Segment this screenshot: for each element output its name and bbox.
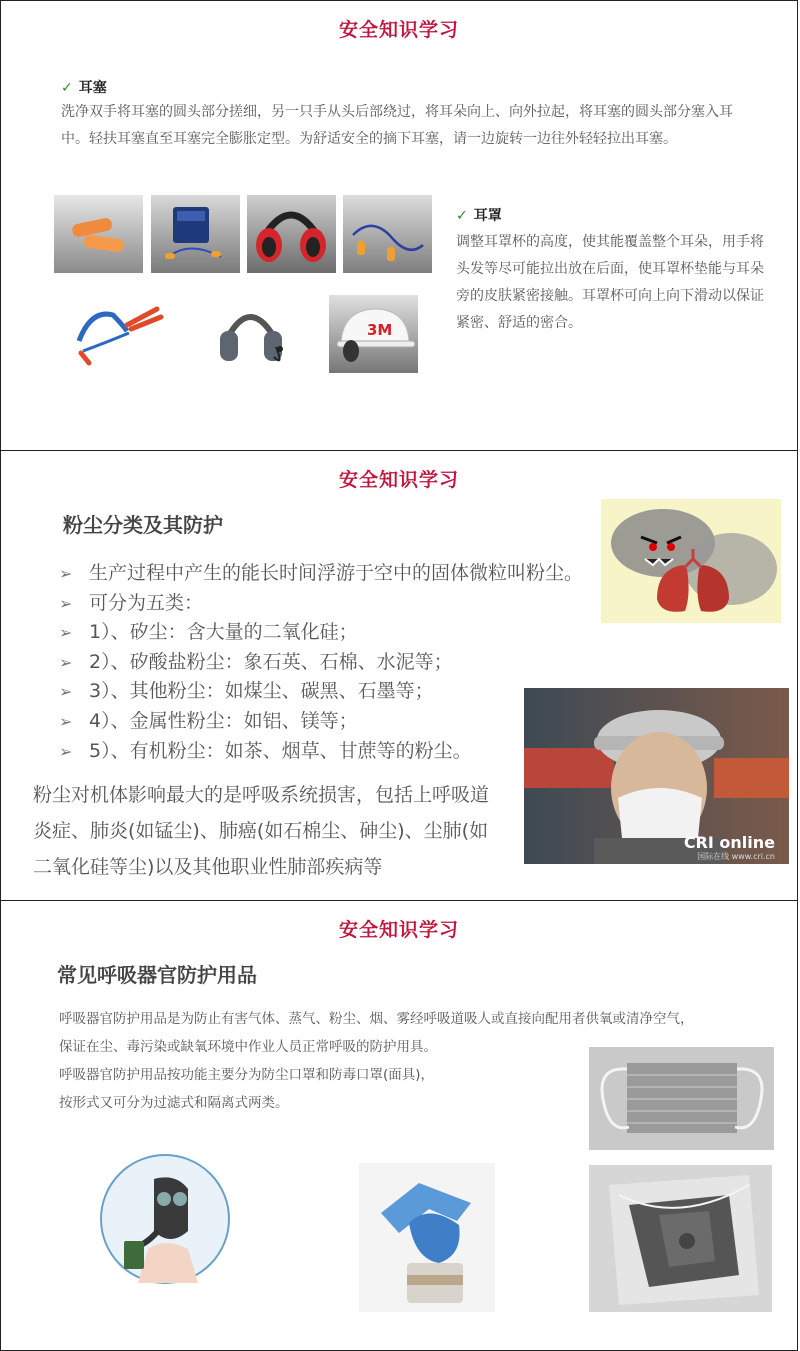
slide-title: 安全知识学习 xyxy=(338,469,459,491)
list-item: ➢ 3）、其他粉尘：如煤尘、碳黑、石墨等； xyxy=(59,677,583,707)
check-icon: ✓ xyxy=(61,80,73,96)
arrow-bullet-icon: ➢ xyxy=(59,652,73,672)
list-item: ➢ 2）、矽酸盐粉尘：象石英、石棉、水泥等； xyxy=(59,648,583,678)
dust-lungs-cartoon-image xyxy=(601,499,781,623)
gas-mask-image xyxy=(98,1153,233,1285)
description-line: 呼吸器官防护用品是为防止有害气体、蒸气、粉尘、烟、雾经呼吸道吸人或直接向配用者供氧或清净空气， xyxy=(59,1011,694,1027)
description-line: 保证在尘、毒污染或缺氧环境中作业人员正常呼吸的防护用具。 xyxy=(59,1039,437,1055)
disposable-face-mask-image xyxy=(589,1047,774,1150)
slide-respiratory-protection xyxy=(0,900,798,1351)
slide-title: 安全知识学习 xyxy=(338,919,459,941)
list-item: ➢ 1）、矽尘：含大量的二氧化硅； xyxy=(59,618,583,648)
photo-caption: 国际在线 www.cri.cn xyxy=(697,852,775,861)
list-item: ➢ 生产过程中产生的能长时间浮游于空中的固体微粒叫粉尘。 xyxy=(59,559,583,589)
packaged-respirator-image xyxy=(589,1165,772,1312)
arrow-bullet-icon: ➢ xyxy=(59,741,73,761)
slide-title: 安全知识学习 xyxy=(338,19,459,41)
list-item: ➢ 可分为五类： xyxy=(59,589,583,619)
arrow-bullet-icon: ➢ xyxy=(59,564,73,583)
description-line: 呼吸器官防护用品按功能主要分为防尘口罩和防毒口罩(面具)， xyxy=(59,1067,435,1083)
arrow-bullet-icon: ➢ xyxy=(59,593,73,613)
earmuff-instructions: 调整耳罩杯的高度，使其能覆盖整个耳朵，用手将头发等尽可能拉出放在后面，使耳罩杯垫能与耳朵旁的皮肤紧密接触。耳罩杯可向上向下滑动以保证紧密、舒适的密合。 xyxy=(456,234,764,331)
arrow-bullet-icon: ➢ xyxy=(59,711,73,731)
corded-earplugs-image xyxy=(343,195,432,273)
slide-earplug-earmuff xyxy=(0,0,798,451)
communication-headset-image xyxy=(214,295,288,373)
section-heading: 粉尘分类及其防护 xyxy=(63,513,223,537)
red-earmuffs-image xyxy=(247,195,336,273)
list-item: ➢ 5）、有机粉尘：如茶、烟草、甘蔗等的粉尘。 xyxy=(59,737,583,767)
half-face-respirator-image xyxy=(359,1163,495,1312)
section-heading: 常见呼吸器官防护用品 xyxy=(57,963,257,987)
earplug-heading xyxy=(61,77,107,97)
arrow-bullet-icon: ➢ xyxy=(59,682,73,702)
blue-corded-earplugs-image xyxy=(69,295,169,373)
foam-earplugs-image xyxy=(54,195,143,273)
description-line: 按形式又可分为过滤式和隔离式两类。 xyxy=(59,1095,289,1111)
check-icon: ✓ xyxy=(456,208,468,224)
earmuff-heading-label: 耳罩 xyxy=(473,208,502,224)
dust-effect-paragraph: 粉尘对机体影响最大的是呼吸系统损害，包括上呼吸道炎症、肺炎(如锰尘)、肺癌(如石棉尘、砷尘)、尘肺(如二氧化硅等尘)以及其他职业性肺部疾病等 xyxy=(33,784,490,878)
dust-bullet-list xyxy=(59,559,583,766)
list-item: ➢ 4）、金属性粉尘：如铝、镁等； xyxy=(59,707,583,737)
earplug-heading-label: 耳塞 xyxy=(78,80,107,96)
earplug-instructions: 洗净双手将耳塞的圆头部分搓细，另一只手从头后部绕过，将耳朵向上、向外拉起，将耳塞的圆头部分塞入耳中。轻扶耳塞直至耳塞完全膨胀定型。为舒适安全的摘下耳塞，请一边旋转一边往外轻轻拉出耳塞。 xyxy=(61,104,733,147)
slide-dust-classification xyxy=(0,450,798,901)
earmuff-heading xyxy=(456,205,502,225)
photo-watermark: CRI online xyxy=(683,833,775,852)
earplug-case-image xyxy=(151,195,240,273)
arrow-bullet-icon: ➢ xyxy=(59,623,73,643)
helmet-logo: 3M xyxy=(367,321,393,339)
worker-dust-mask-photo xyxy=(524,688,789,864)
helmet-with-earmuffs-image xyxy=(329,295,418,373)
